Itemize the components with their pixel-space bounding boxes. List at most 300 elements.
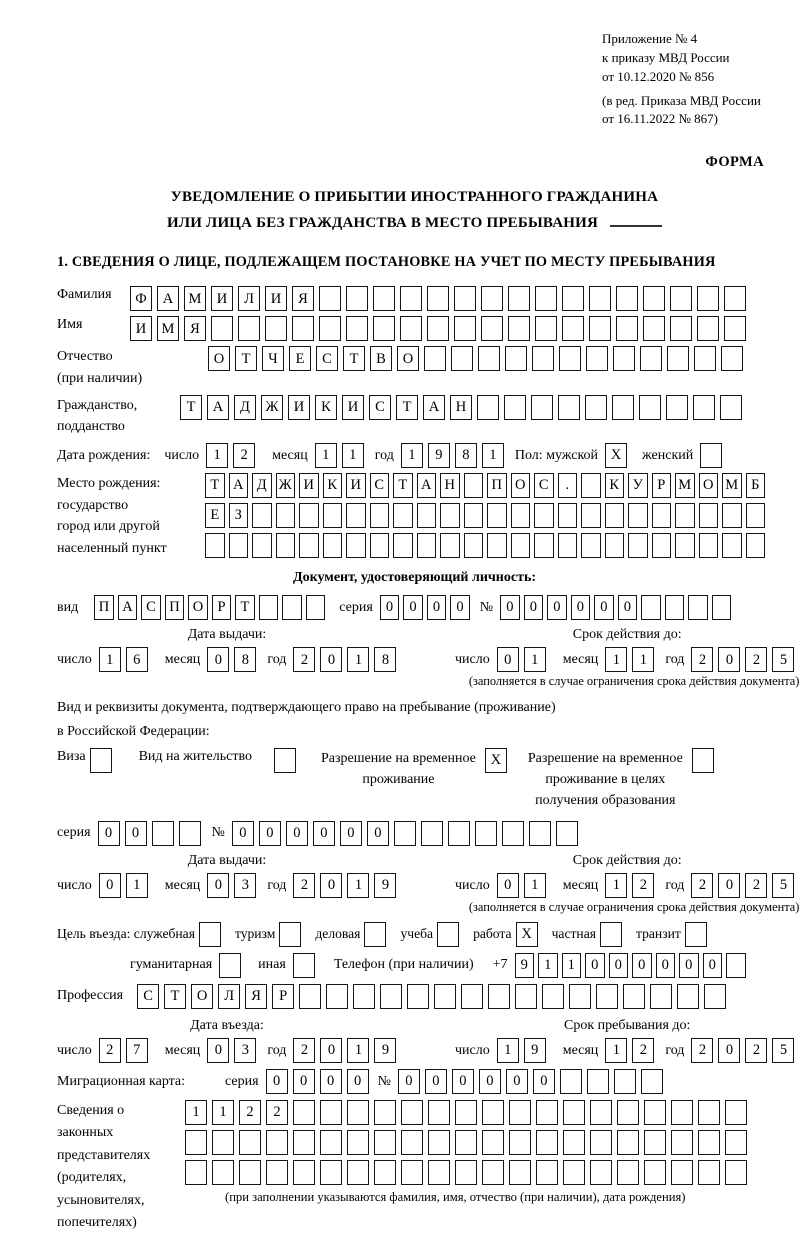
purpose-commercial-checkbox xyxy=(364,922,391,947)
char-box: В xyxy=(370,346,392,371)
char-box xyxy=(374,1130,396,1155)
char-box xyxy=(401,1160,423,1185)
purpose-other-label: иная xyxy=(258,957,286,973)
char-box xyxy=(482,1100,504,1125)
char-box: 0 xyxy=(718,647,740,672)
char-box xyxy=(478,346,500,371)
char-box xyxy=(428,1160,450,1185)
char-box: И xyxy=(299,473,319,498)
char-box: 6 xyxy=(126,647,148,672)
char-box xyxy=(617,1160,639,1185)
char-box xyxy=(323,503,343,528)
char-box: О xyxy=(397,346,419,371)
char-box xyxy=(179,821,201,846)
char-box: 0 xyxy=(232,821,254,846)
identity-doc-heading: Документ, удостоверяющий личность: xyxy=(292,570,537,586)
char-box: 0 xyxy=(497,873,519,898)
entry-date-header: Дата въезда: xyxy=(190,1017,264,1033)
char-box xyxy=(529,821,551,846)
char-box: Р xyxy=(272,984,294,1009)
char-box xyxy=(671,1160,693,1185)
char-box: 0 xyxy=(125,821,147,846)
char-box xyxy=(374,1100,396,1125)
char-box xyxy=(605,533,625,558)
edu-permit-label: Разрешение на временное проживание в целях получения образования xyxy=(527,750,683,808)
char-box xyxy=(505,346,527,371)
char-box xyxy=(694,346,716,371)
char-box: О xyxy=(699,473,719,498)
form-title-line2: ИЛИ ЛИЦА БЕЗ ГРАЖДАНСТВА В МЕСТО ПРЕБЫВАНИЯ xyxy=(57,211,772,237)
char-box xyxy=(699,533,719,558)
char-box: И xyxy=(130,316,152,341)
char-box: 8 xyxy=(234,647,256,672)
char-box: Я xyxy=(292,286,314,311)
char-box: 1 xyxy=(342,443,364,468)
char-box: 0 xyxy=(320,1038,342,1063)
char-box xyxy=(677,984,699,1009)
char-box xyxy=(559,346,581,371)
mc-seriya-boxes xyxy=(266,1069,374,1094)
char-box xyxy=(461,984,483,1009)
char-box: Ф xyxy=(130,286,152,311)
char-box: 7 xyxy=(126,1038,148,1063)
char-box xyxy=(700,443,722,468)
char-box: 0 xyxy=(718,873,740,898)
char-box xyxy=(346,316,368,341)
residence-permit-label: Вид на жительство xyxy=(138,748,252,764)
char-box: 5 xyxy=(772,647,794,672)
purpose-tourism-checkbox xyxy=(279,922,306,947)
char-box xyxy=(617,1100,639,1125)
char-box xyxy=(641,1069,663,1094)
char-box xyxy=(487,533,507,558)
temp-permit-option xyxy=(321,748,512,790)
legal-row1-boxes xyxy=(185,1100,752,1125)
char-box xyxy=(614,1069,636,1094)
valid-until-header: Срок действия до: xyxy=(572,626,682,642)
char-box: О xyxy=(511,473,531,498)
birthplace-boxes xyxy=(205,473,772,564)
char-box xyxy=(464,533,484,558)
char-box: . xyxy=(558,473,578,498)
char-box: 8 xyxy=(374,647,396,672)
char-box: Е xyxy=(289,346,311,371)
char-box xyxy=(617,1130,639,1155)
char-box xyxy=(252,503,272,528)
char-box: 0 xyxy=(497,647,519,672)
char-box: М xyxy=(184,286,206,311)
char-box xyxy=(585,395,607,420)
char-box xyxy=(440,533,460,558)
char-box xyxy=(628,533,648,558)
char-box xyxy=(515,984,537,1009)
char-box xyxy=(563,1130,585,1155)
char-box xyxy=(293,953,315,978)
permit-seriya-boxes xyxy=(98,821,206,846)
char-box xyxy=(563,1100,585,1125)
patronymic-row xyxy=(57,346,772,389)
char-box: Т xyxy=(396,395,418,420)
char-box xyxy=(266,1130,288,1155)
char-box: И xyxy=(265,286,287,311)
char-box xyxy=(612,395,634,420)
char-box xyxy=(712,595,732,620)
char-box xyxy=(639,395,661,420)
order-reference xyxy=(602,30,772,129)
char-box xyxy=(320,1100,342,1125)
char-box xyxy=(440,503,460,528)
char-box: 1 xyxy=(482,443,504,468)
char-box: 5 xyxy=(772,1038,794,1063)
char-box xyxy=(238,316,260,341)
meta-line-2: к приказу МВД России xyxy=(602,49,730,65)
purpose-private-label: частная xyxy=(551,925,596,941)
permit-valid-header: Срок действия до: xyxy=(572,852,682,868)
purpose-commercial-label: деловая xyxy=(315,925,361,941)
blank-underline xyxy=(610,225,662,227)
char-box xyxy=(589,286,611,311)
char-box: 0 xyxy=(703,953,723,978)
mc-number-boxes xyxy=(398,1069,668,1094)
char-box xyxy=(252,533,272,558)
char-box xyxy=(90,748,112,773)
char-box xyxy=(605,503,625,528)
permit-issue-year-boxes xyxy=(293,873,401,898)
doc-issue-day-boxes xyxy=(99,647,153,672)
char-box: А xyxy=(423,395,445,420)
char-box xyxy=(641,595,661,620)
char-box xyxy=(393,533,413,558)
meta-line-3: от 10.12.2020 № 856 xyxy=(602,68,715,84)
char-box xyxy=(693,395,715,420)
char-box: 0 xyxy=(656,953,676,978)
char-box xyxy=(640,346,662,371)
char-box xyxy=(239,1160,261,1185)
purpose-business-checkbox xyxy=(199,922,226,947)
char-box: О xyxy=(191,984,213,1009)
char-box: 0 xyxy=(506,1069,528,1094)
identity-doc-row xyxy=(57,595,772,620)
char-box xyxy=(347,1130,369,1155)
restriction-note: (заполняется в случае ограничения срока действия документа) xyxy=(468,674,800,689)
char-box xyxy=(400,316,422,341)
char-box: 9 xyxy=(374,1038,396,1063)
char-box: 1 xyxy=(185,1100,207,1125)
legal-representatives-label: Сведения о законных представителях (родителях, усыновителях, попечителях) xyxy=(57,1103,151,1230)
legal-representatives-section xyxy=(57,1100,772,1234)
char-box: 0 xyxy=(320,873,342,898)
char-box xyxy=(670,316,692,341)
char-box xyxy=(454,316,476,341)
char-box xyxy=(374,1160,396,1185)
char-box xyxy=(616,316,638,341)
surname-boxes xyxy=(130,286,751,311)
char-box: 9 xyxy=(374,873,396,898)
sex-male-checkbox xyxy=(605,443,632,468)
char-box xyxy=(219,953,241,978)
char-box: 2 xyxy=(632,1038,654,1063)
meta-line-1: Приложение № 4 xyxy=(602,31,698,46)
char-box xyxy=(720,395,742,420)
char-box: 0 xyxy=(207,1038,229,1063)
char-box: 0 xyxy=(380,595,400,620)
char-box xyxy=(590,1100,612,1125)
char-box xyxy=(454,286,476,311)
char-box xyxy=(721,346,743,371)
char-box xyxy=(437,922,459,947)
residence-permit-checkbox xyxy=(274,748,301,773)
char-box xyxy=(239,1130,261,1155)
birthplace-row2-boxes xyxy=(205,503,769,528)
char-box: 0 xyxy=(718,1038,740,1063)
char-box: 1 xyxy=(538,953,558,978)
char-box: X xyxy=(485,748,507,773)
char-box: 0 xyxy=(207,647,229,672)
char-box xyxy=(487,503,507,528)
patronymic-label: Отчество (при наличии) xyxy=(57,349,143,386)
char-box xyxy=(509,1130,531,1155)
char-box xyxy=(434,984,456,1009)
char-box xyxy=(455,1160,477,1185)
char-box xyxy=(587,1069,609,1094)
visa-label: Виза xyxy=(57,748,86,764)
doc-valid-month-boxes xyxy=(605,647,659,672)
identity-doc-dates: Дата выдачи: число 1 6 месяц 0 8 год 2 0 1 8 Срок действия до: число 0 1 месяц 1 1 год 2 0 2 5 (заполняется в случае ограничения срока действия документа) xyxy=(57,626,800,689)
char-box xyxy=(511,533,531,558)
purpose-transit-checkbox xyxy=(685,922,712,947)
char-box xyxy=(725,1160,747,1185)
residence-doc-options xyxy=(57,748,772,811)
char-box xyxy=(511,503,531,528)
citizenship-boxes xyxy=(180,395,747,420)
char-box: 1 xyxy=(99,647,121,672)
char-box xyxy=(508,286,530,311)
char-box: 9 xyxy=(515,953,535,978)
name-label: Имя xyxy=(57,317,83,333)
char-box xyxy=(279,922,301,947)
char-box: С xyxy=(137,984,159,1009)
char-box: 2 xyxy=(239,1100,261,1125)
char-box: П xyxy=(487,473,507,498)
char-box xyxy=(448,821,470,846)
char-box: 0 xyxy=(571,595,591,620)
doc-seriya-boxes xyxy=(380,595,474,620)
char-box: Д xyxy=(234,395,256,420)
char-box xyxy=(276,503,296,528)
char-box: А xyxy=(207,395,229,420)
year-label: год xyxy=(374,447,394,463)
char-box xyxy=(698,1160,720,1185)
char-box: 0 xyxy=(618,595,638,620)
char-box xyxy=(535,286,557,311)
doc-issue-month-boxes xyxy=(207,647,261,672)
char-box: К xyxy=(323,473,343,498)
char-box xyxy=(373,286,395,311)
char-box xyxy=(644,1100,666,1125)
char-box: Т xyxy=(235,595,255,620)
doc-seriya-label: серия xyxy=(339,599,373,615)
char-box: И xyxy=(211,286,233,311)
char-box xyxy=(299,533,319,558)
char-box xyxy=(477,395,499,420)
char-box: 0 xyxy=(313,821,335,846)
char-box xyxy=(427,286,449,311)
char-box: У xyxy=(628,473,648,498)
char-box: С xyxy=(370,473,390,498)
char-box xyxy=(488,984,510,1009)
char-box: З xyxy=(229,503,249,528)
char-box xyxy=(725,1130,747,1155)
char-box xyxy=(427,316,449,341)
patronymic-boxes xyxy=(208,346,748,371)
birthplace-row1-boxes xyxy=(205,473,769,498)
legal-row3-boxes xyxy=(185,1160,752,1185)
char-box xyxy=(407,984,429,1009)
char-box: Т xyxy=(393,473,413,498)
char-box: 3 xyxy=(234,1038,256,1063)
char-box xyxy=(451,346,473,371)
char-box xyxy=(299,503,319,528)
char-box xyxy=(347,1160,369,1185)
char-box xyxy=(692,748,714,773)
form-title-line1: УВЕДОМЛЕНИЕ О ПРИБЫТИИ ИНОСТРАННОГО ГРАЖДАНИНА xyxy=(170,189,659,206)
char-box: Ж xyxy=(276,473,296,498)
char-box xyxy=(509,1100,531,1125)
month-label: месяц xyxy=(272,447,308,463)
char-box xyxy=(393,503,413,528)
char-box xyxy=(259,595,279,620)
char-box xyxy=(536,1160,558,1185)
phone-label: Телефон (при наличии) xyxy=(333,957,474,973)
permit-issue-month-boxes xyxy=(207,873,261,898)
char-box: 1 xyxy=(347,873,369,898)
char-box: Т xyxy=(164,984,186,1009)
birthplace-row3-boxes xyxy=(205,533,769,558)
char-box xyxy=(508,316,530,341)
char-box: 0 xyxy=(585,953,605,978)
char-box: 8 xyxy=(455,443,477,468)
char-box: 1 xyxy=(605,647,627,672)
migration-card-label: Миграционная карта: xyxy=(57,1073,186,1089)
char-box xyxy=(563,1160,585,1185)
mc-seriya-label: серия xyxy=(225,1073,259,1089)
char-box xyxy=(650,984,672,1009)
char-box xyxy=(722,503,742,528)
char-box: 1 xyxy=(347,1038,369,1063)
char-box: 0 xyxy=(632,953,652,978)
char-box xyxy=(616,286,638,311)
meta-amendment-1: (в ред. Приказа МВД России xyxy=(602,92,761,108)
char-box: Ж xyxy=(261,395,283,420)
char-box xyxy=(212,1130,234,1155)
purpose-work-label: работа xyxy=(473,925,512,941)
char-box xyxy=(697,286,719,311)
char-box xyxy=(373,316,395,341)
char-box xyxy=(590,1160,612,1185)
char-box: С xyxy=(141,595,161,620)
char-box: 1 xyxy=(206,443,228,468)
char-box: 0 xyxy=(533,1069,555,1094)
char-box xyxy=(293,1100,315,1125)
char-box: К xyxy=(605,473,625,498)
char-box xyxy=(667,346,689,371)
char-box xyxy=(581,473,601,498)
char-box: X xyxy=(516,922,538,947)
char-box xyxy=(562,286,584,311)
char-box: 5 xyxy=(772,873,794,898)
char-box: П xyxy=(94,595,114,620)
char-box: 2 xyxy=(233,443,255,468)
char-box xyxy=(652,533,672,558)
char-box: Л xyxy=(238,286,260,311)
forma-label: ФОРМА xyxy=(705,154,764,171)
char-box xyxy=(428,1130,450,1155)
char-box: М xyxy=(675,473,695,498)
char-box: Я xyxy=(245,984,267,1009)
char-box xyxy=(380,984,402,1009)
char-box: И xyxy=(342,395,364,420)
purpose-tourism-label: туризм xyxy=(234,925,276,941)
edu-permit-option xyxy=(528,748,719,811)
char-box xyxy=(665,595,685,620)
birthplace-label: Место рождения: государство город или другой населенный пункт xyxy=(57,475,167,557)
char-box: 2 xyxy=(745,647,767,672)
entry-day-boxes xyxy=(99,1038,153,1063)
doc-issue-year-boxes xyxy=(293,647,401,672)
purpose-study-checkbox xyxy=(437,922,464,947)
char-box: 1 xyxy=(524,647,546,672)
char-box xyxy=(455,1130,477,1155)
char-box xyxy=(688,595,708,620)
char-box: 1 xyxy=(497,1038,519,1063)
stay-month-boxes xyxy=(605,1038,659,1063)
char-box: Б xyxy=(746,473,766,498)
char-box: С xyxy=(534,473,554,498)
char-box: 0 xyxy=(547,595,567,620)
sex-male-label: Пол: мужской xyxy=(514,447,599,463)
char-box: С xyxy=(369,395,391,420)
char-box: 0 xyxy=(99,873,121,898)
char-box: И xyxy=(346,473,366,498)
char-box xyxy=(482,1160,504,1185)
issue-date-header: Дата выдачи: xyxy=(187,626,267,642)
char-box xyxy=(532,346,554,371)
char-box xyxy=(185,1130,207,1155)
char-box xyxy=(428,1100,450,1125)
char-box: 2 xyxy=(745,873,767,898)
char-box xyxy=(509,1160,531,1185)
birth-day-boxes xyxy=(206,443,260,468)
sex-female-label: женский xyxy=(642,447,694,463)
char-box: 2 xyxy=(293,873,315,898)
char-box xyxy=(534,503,554,528)
migration-card-row xyxy=(57,1069,772,1094)
char-box xyxy=(724,286,746,311)
temp-permit-checkbox xyxy=(485,748,512,773)
char-box xyxy=(699,503,719,528)
char-box: 1 xyxy=(212,1100,234,1125)
char-box xyxy=(421,821,443,846)
char-box xyxy=(590,1130,612,1155)
permit-issue-day-boxes xyxy=(99,873,153,898)
char-box xyxy=(299,984,321,1009)
char-box: М xyxy=(722,473,742,498)
char-box xyxy=(364,922,386,947)
char-box xyxy=(417,503,437,528)
permit-issue-header: Дата выдачи: xyxy=(187,852,267,868)
char-box: О xyxy=(188,595,208,620)
stay-year-boxes xyxy=(691,1038,799,1063)
